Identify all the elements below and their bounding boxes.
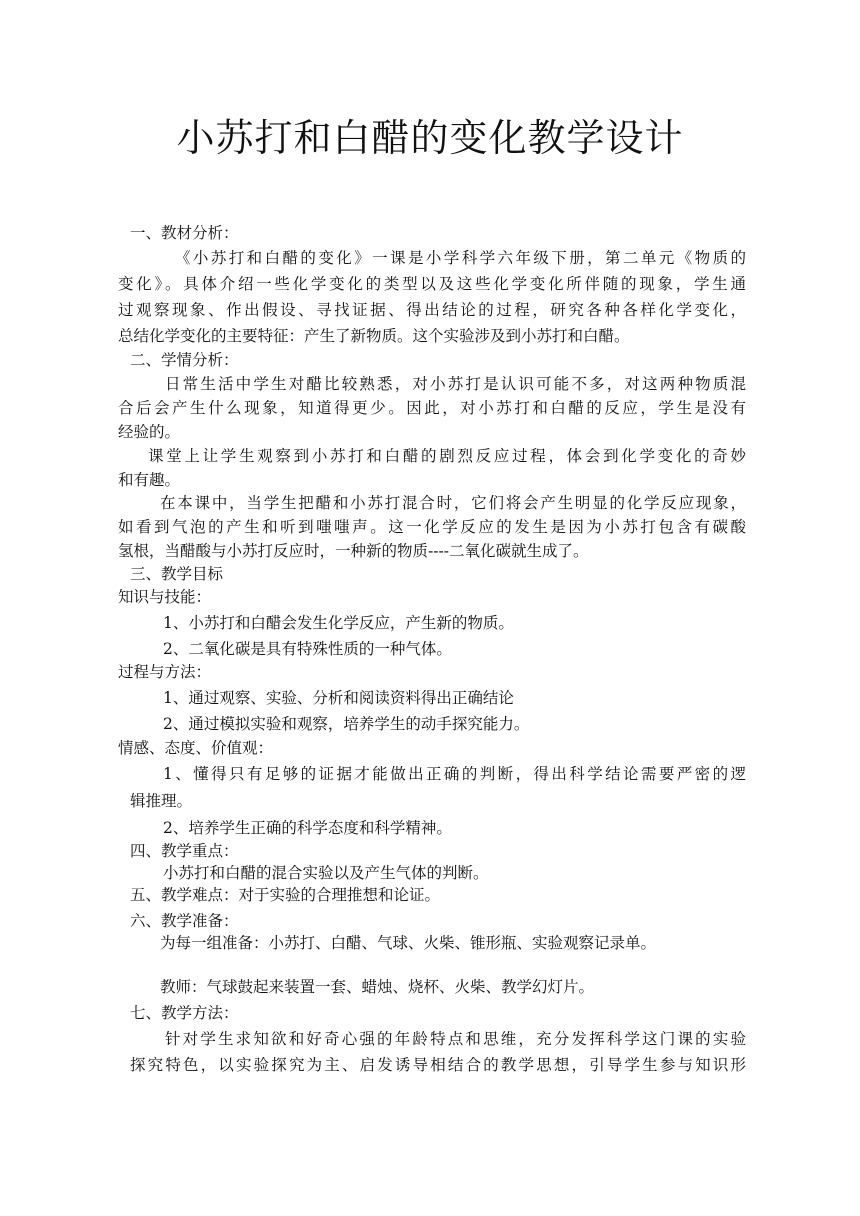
list-item-continuation: 辑推理。	[130, 792, 193, 810]
list-item: 1、懂得只有足够的证据才能做出正确的判断，得出科学结论需要严密的逻	[163, 765, 746, 783]
list-item: 2、通过模拟实验和观察，培养学生的动手探究能力。	[163, 715, 530, 733]
paragraph-line: 变化》。具体介绍一些化学变化的类型以及这些化学变化所伴随的现象，学生通	[118, 275, 746, 293]
paragraph-line: 小苏打和白醋的混合实验以及产生气体的判断。	[163, 864, 489, 882]
page-title: 小苏打和白醋的变化教学设计	[176, 116, 684, 160]
section-heading-4: 四、教学重点：	[130, 842, 239, 860]
paragraph-line: 合后会产生什么现象，知道得更少。因此，对小苏打和白醋的反应，学生是没有	[118, 399, 746, 417]
paragraph-line: 和有趣。	[118, 471, 181, 489]
paragraph-line: 探究特色，以实验探究为主、启发诱导相结合的教学思想，引导学生参与知识形	[130, 1056, 746, 1074]
subheading: 过程与方法：	[118, 663, 212, 681]
list-item: 2、培养学生正确的科学态度和科学精神。	[163, 819, 452, 837]
list-item: 1、小苏打和白醋会发生化学反应，产生新的物质。	[163, 614, 514, 632]
paragraph-line: 教师：气球鼓起来装置一套、蜡烛、烧杯、火柴、教学幻灯片。	[160, 978, 595, 996]
list-item: 2、二氧化碳是具有特殊性质的一种气体。	[163, 640, 452, 658]
paragraph-line: 在本课中，当学生把醋和小苏打混合时，它们将会产生明显的化学反应现象，	[160, 494, 746, 512]
paragraph-line: 针对学生求知欲和好奇心强的年龄特点和思维，充分发挥科学这门课的实验	[165, 1030, 746, 1048]
section-heading-7: 七、教学方法：	[130, 1004, 239, 1022]
section-heading-3: 三、教学目标	[130, 565, 224, 583]
section-heading-5: 五、教学难点：对于实验的合理推想和论证。	[130, 886, 441, 904]
paragraph-line: 《小苏打和白醋的变化》一课是小学科学六年级下册，第二单元《物质的	[175, 249, 746, 267]
paragraph-line: 如看到气泡的产生和听到嗤嗤声。这一化学反应的发生是因为小苏打包含有碳酸	[118, 518, 746, 536]
paragraph-line: 为每一组准备：小苏打、白醋、气球、火柴、锥形瓶、实验观察记录单。	[160, 934, 657, 952]
subheading: 知识与技能：	[118, 588, 212, 606]
paragraph-line: 课堂上让学生观察到小苏打和白醋的剧烈反应过程，体会到化学变化的奇妙	[148, 447, 746, 465]
section-heading-6: 六、教学准备：	[130, 912, 239, 930]
paragraph-line: 经验的。	[118, 423, 181, 441]
paragraph-line: 过观察现象、作出假设、寻找证据、得出结论的过程，研究各种各样化学变化，	[118, 301, 746, 319]
list-item: 1、通过观察、实验、分析和阅读资料得出正确结论	[163, 689, 514, 707]
subheading: 情感、态度、价值观：	[118, 739, 274, 757]
paragraph-line: 氢根，当醋酸与小苏打反应时，一种新的物质----二氧化碳就生成了。	[118, 542, 589, 560]
paragraph-line: 日常生活中学生对醋比较熟悉，对小苏打是认识可能不多，对这两种物质混	[165, 375, 746, 393]
paragraph-line: 总结化学变化的主要特征：产生了新物质。这个实验涉及到小苏打和白醋。	[118, 327, 630, 345]
section-heading-2: 二、学情分析：	[130, 351, 239, 369]
section-heading-1: 一、教材分析：	[130, 224, 239, 242]
